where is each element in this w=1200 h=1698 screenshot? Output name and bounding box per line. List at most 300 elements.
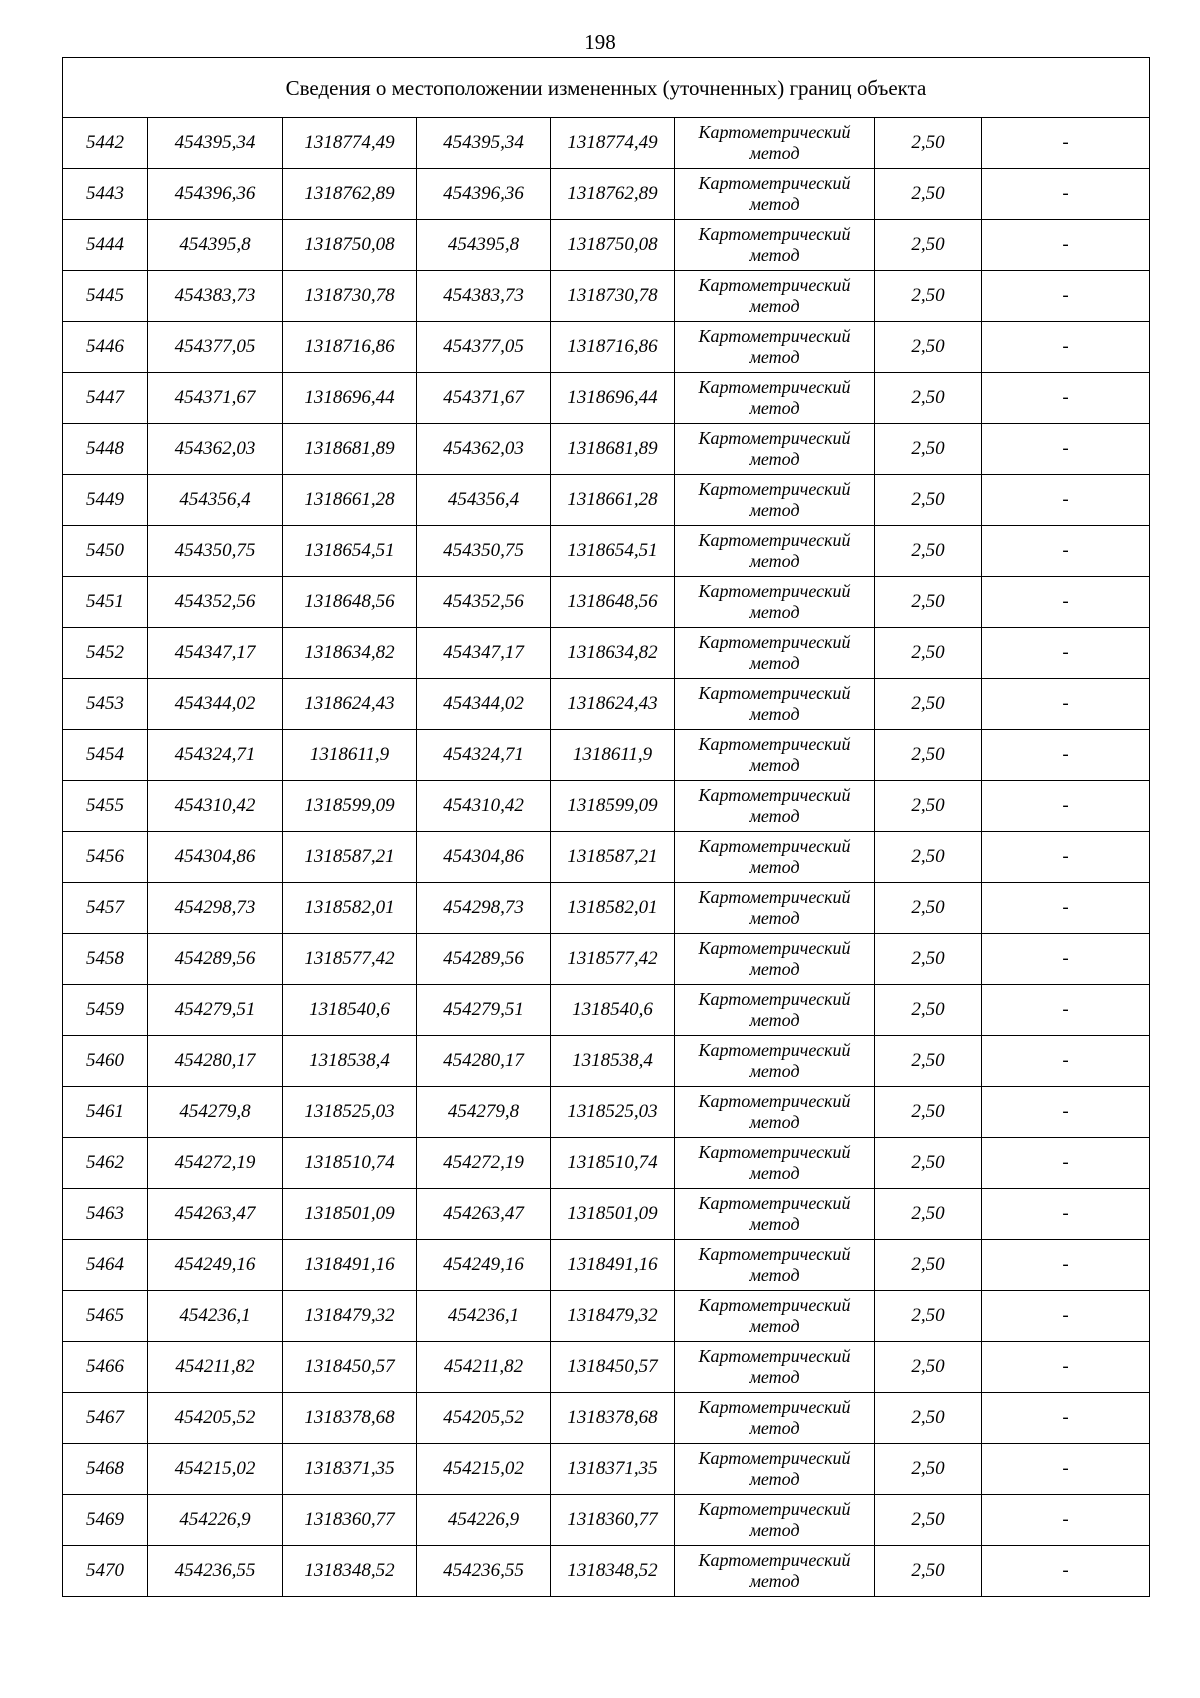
- method-line1: Картометрический: [698, 1091, 851, 1111]
- table-row: [63, 1138, 1150, 1189]
- point-number-cell: 5443: [63, 169, 148, 220]
- existing-y-cell: 1318491,16: [283, 1240, 417, 1291]
- method-line2: метод: [749, 806, 800, 826]
- method-line2: метод: [749, 1418, 800, 1438]
- note-cell: -: [982, 271, 1150, 322]
- note-cell: -: [982, 373, 1150, 424]
- existing-x-cell: 454236,55: [148, 1546, 283, 1597]
- table-row: [63, 1036, 1150, 1087]
- refined-y-cell: 1318661,28: [551, 475, 675, 526]
- existing-x-cell: 454280,17: [148, 1036, 283, 1087]
- existing-x-cell: 454395,8: [148, 220, 283, 271]
- table-row: [63, 1546, 1150, 1597]
- method-cell: [675, 679, 875, 730]
- refined-y-cell: 1318681,89: [551, 424, 675, 475]
- existing-x-cell: 454371,67: [148, 373, 283, 424]
- table-row: [63, 1444, 1150, 1495]
- accuracy-cell: 2,50: [875, 985, 982, 1036]
- method-cell: [675, 1444, 875, 1495]
- existing-x-cell: 454279,8: [148, 1087, 283, 1138]
- accuracy-cell: 2,50: [875, 934, 982, 985]
- note-cell: -: [982, 1240, 1150, 1291]
- existing-y-cell: 1318696,44: [283, 373, 417, 424]
- refined-x-cell: 454395,8: [417, 220, 551, 271]
- accuracy-cell: 2,50: [875, 118, 982, 169]
- note-cell: -: [982, 1546, 1150, 1597]
- refined-y-cell: 1318716,86: [551, 322, 675, 373]
- method-cell: [675, 475, 875, 526]
- point-number-cell: 5454: [63, 730, 148, 781]
- method-line2: метод: [749, 500, 800, 520]
- refined-y-cell: 1318587,21: [551, 832, 675, 883]
- method-line2: метод: [749, 347, 800, 367]
- method-line2: метод: [749, 1214, 800, 1234]
- method-line1: Картометрический: [698, 581, 851, 601]
- point-number-cell: 5457: [63, 883, 148, 934]
- method-line2: метод: [749, 602, 800, 622]
- existing-x-cell: 454383,73: [148, 271, 283, 322]
- existing-y-cell: 1318577,42: [283, 934, 417, 985]
- method-line2: метод: [749, 1571, 800, 1591]
- method-cell: [675, 1240, 875, 1291]
- accuracy-cell: 2,50: [875, 322, 982, 373]
- method-line2: метод: [749, 143, 800, 163]
- accuracy-cell: 2,50: [875, 1495, 982, 1546]
- existing-y-cell: 1318750,08: [283, 220, 417, 271]
- existing-y-cell: 1318540,6: [283, 985, 417, 1036]
- method-line1: Картометрический: [698, 1397, 851, 1417]
- table-row: [63, 832, 1150, 883]
- existing-y-cell: 1318479,32: [283, 1291, 417, 1342]
- method-line1: Картометрический: [698, 734, 851, 754]
- method-line1: Картометрический: [698, 377, 851, 397]
- refined-x-cell: 454344,02: [417, 679, 551, 730]
- method-cell: [675, 781, 875, 832]
- table-row: [63, 220, 1150, 271]
- refined-y-cell: 1318510,74: [551, 1138, 675, 1189]
- note-cell: -: [982, 985, 1150, 1036]
- table-row: [63, 883, 1150, 934]
- refined-x-cell: 454279,51: [417, 985, 551, 1036]
- point-number-cell: 5463: [63, 1189, 148, 1240]
- point-number-cell: 5447: [63, 373, 148, 424]
- method-line1: Картометрический: [698, 1142, 851, 1162]
- table-row: [63, 1087, 1150, 1138]
- accuracy-cell: 2,50: [875, 1138, 982, 1189]
- existing-x-cell: 454352,56: [148, 577, 283, 628]
- table-row: [63, 730, 1150, 781]
- method-cell: [675, 1138, 875, 1189]
- point-number-cell: 5460: [63, 1036, 148, 1087]
- note-cell: -: [982, 628, 1150, 679]
- refined-y-cell: 1318611,9: [551, 730, 675, 781]
- point-number-cell: 5445: [63, 271, 148, 322]
- existing-x-cell: 454347,17: [148, 628, 283, 679]
- method-cell: [675, 730, 875, 781]
- method-line2: метод: [749, 1520, 800, 1540]
- refined-x-cell: 454347,17: [417, 628, 551, 679]
- method-line2: метод: [749, 1112, 800, 1132]
- refined-x-cell: 454395,34: [417, 118, 551, 169]
- refined-x-cell: 454350,75: [417, 526, 551, 577]
- table-row: [63, 271, 1150, 322]
- point-number-cell: 5467: [63, 1393, 148, 1444]
- existing-y-cell: 1318450,57: [283, 1342, 417, 1393]
- accuracy-cell: 2,50: [875, 628, 982, 679]
- existing-x-cell: 454356,4: [148, 475, 283, 526]
- table-row: [63, 118, 1150, 169]
- method-cell: [675, 577, 875, 628]
- method-line1: Картометрический: [698, 1448, 851, 1468]
- point-number-cell: 5442: [63, 118, 148, 169]
- note-cell: -: [982, 934, 1150, 985]
- existing-y-cell: 1318681,89: [283, 424, 417, 475]
- method-line2: метод: [749, 1061, 800, 1081]
- method-line2: метод: [749, 449, 800, 469]
- existing-x-cell: 454272,19: [148, 1138, 283, 1189]
- method-line1: Картометрический: [698, 785, 851, 805]
- accuracy-cell: 2,50: [875, 577, 982, 628]
- note-cell: -: [982, 424, 1150, 475]
- method-cell: [675, 832, 875, 883]
- refined-x-cell: 454289,56: [417, 934, 551, 985]
- existing-y-cell: 1318654,51: [283, 526, 417, 577]
- note-cell: -: [982, 1087, 1150, 1138]
- existing-x-cell: 454362,03: [148, 424, 283, 475]
- method-line2: метод: [749, 857, 800, 877]
- method-line2: метод: [749, 551, 800, 571]
- accuracy-cell: 2,50: [875, 1189, 982, 1240]
- method-cell: [675, 628, 875, 679]
- existing-y-cell: 1318582,01: [283, 883, 417, 934]
- method-line1: Картометрический: [698, 1193, 851, 1213]
- existing-y-cell: 1318730,78: [283, 271, 417, 322]
- point-number-cell: 5465: [63, 1291, 148, 1342]
- point-number-cell: 5448: [63, 424, 148, 475]
- refined-y-cell: 1318582,01: [551, 883, 675, 934]
- refined-x-cell: 454304,86: [417, 832, 551, 883]
- refined-y-cell: 1318750,08: [551, 220, 675, 271]
- accuracy-cell: 2,50: [875, 169, 982, 220]
- note-cell: -: [982, 220, 1150, 271]
- refined-x-cell: 454272,19: [417, 1138, 551, 1189]
- method-cell: [675, 883, 875, 934]
- accuracy-cell: 2,50: [875, 1036, 982, 1087]
- refined-y-cell: 1318599,09: [551, 781, 675, 832]
- refined-y-cell: 1318634,82: [551, 628, 675, 679]
- note-cell: -: [982, 322, 1150, 373]
- note-cell: -: [982, 883, 1150, 934]
- table-row: [63, 169, 1150, 220]
- method-line2: метод: [749, 704, 800, 724]
- method-line2: метод: [749, 245, 800, 265]
- method-line1: Картометрический: [698, 173, 851, 193]
- refined-x-cell: 454279,8: [417, 1087, 551, 1138]
- table-row: [63, 373, 1150, 424]
- method-cell: [675, 322, 875, 373]
- existing-y-cell: 1318624,43: [283, 679, 417, 730]
- method-line2: метод: [749, 1367, 800, 1387]
- method-line1: Картометрический: [698, 224, 851, 244]
- note-cell: -: [982, 526, 1150, 577]
- accuracy-cell: 2,50: [875, 1444, 982, 1495]
- refined-y-cell: 1318624,43: [551, 679, 675, 730]
- refined-y-cell: 1318371,35: [551, 1444, 675, 1495]
- method-line1: Картометрический: [698, 1499, 851, 1519]
- point-number-cell: 5456: [63, 832, 148, 883]
- note-cell: -: [982, 679, 1150, 730]
- method-line1: Картометрический: [698, 428, 851, 448]
- refined-x-cell: 454236,55: [417, 1546, 551, 1597]
- existing-x-cell: 454279,51: [148, 985, 283, 1036]
- note-cell: -: [982, 475, 1150, 526]
- existing-x-cell: 454377,05: [148, 322, 283, 373]
- existing-x-cell: 454226,9: [148, 1495, 283, 1546]
- table-row: [63, 1189, 1150, 1240]
- refined-y-cell: 1318730,78: [551, 271, 675, 322]
- refined-y-cell: 1318577,42: [551, 934, 675, 985]
- table-row: [63, 475, 1150, 526]
- method-cell: [675, 934, 875, 985]
- existing-y-cell: 1318348,52: [283, 1546, 417, 1597]
- accuracy-cell: 2,50: [875, 883, 982, 934]
- accuracy-cell: 2,50: [875, 526, 982, 577]
- note-cell: -: [982, 1444, 1150, 1495]
- refined-y-cell: 1318540,6: [551, 985, 675, 1036]
- table-row: [63, 526, 1150, 577]
- boundary-coordinates-table: [62, 57, 1150, 1597]
- method-line1: Картометрический: [698, 122, 851, 142]
- point-number-cell: 5450: [63, 526, 148, 577]
- note-cell: -: [982, 832, 1150, 883]
- accuracy-cell: 2,50: [875, 781, 982, 832]
- existing-y-cell: 1318661,28: [283, 475, 417, 526]
- refined-x-cell: 454396,36: [417, 169, 551, 220]
- refined-y-cell: 1318648,56: [551, 577, 675, 628]
- note-cell: -: [982, 730, 1150, 781]
- method-line2: метод: [749, 755, 800, 775]
- accuracy-cell: 2,50: [875, 679, 982, 730]
- existing-x-cell: 454395,34: [148, 118, 283, 169]
- accuracy-cell: 2,50: [875, 1240, 982, 1291]
- note-cell: -: [982, 1342, 1150, 1393]
- point-number-cell: 5449: [63, 475, 148, 526]
- note-cell: -: [982, 1138, 1150, 1189]
- refined-y-cell: 1318479,32: [551, 1291, 675, 1342]
- existing-x-cell: 454236,1: [148, 1291, 283, 1342]
- method-cell: [675, 118, 875, 169]
- refined-x-cell: 454377,05: [417, 322, 551, 373]
- existing-x-cell: 454324,71: [148, 730, 283, 781]
- note-cell: -: [982, 118, 1150, 169]
- refined-y-cell: 1318360,77: [551, 1495, 675, 1546]
- method-line1: Картометрический: [698, 1550, 851, 1570]
- existing-y-cell: 1318360,77: [283, 1495, 417, 1546]
- method-line2: метод: [749, 1469, 800, 1489]
- refined-y-cell: 1318774,49: [551, 118, 675, 169]
- accuracy-cell: 2,50: [875, 1393, 982, 1444]
- method-line2: метод: [749, 398, 800, 418]
- existing-x-cell: 454215,02: [148, 1444, 283, 1495]
- existing-x-cell: 454396,36: [148, 169, 283, 220]
- refined-x-cell: 454205,52: [417, 1393, 551, 1444]
- table-row: [63, 577, 1150, 628]
- refined-y-cell: 1318450,57: [551, 1342, 675, 1393]
- existing-y-cell: 1318587,21: [283, 832, 417, 883]
- refined-x-cell: 454249,16: [417, 1240, 551, 1291]
- point-number-cell: 5444: [63, 220, 148, 271]
- method-line2: метод: [749, 1316, 800, 1336]
- accuracy-cell: 2,50: [875, 730, 982, 781]
- method-line1: Картометрический: [698, 1346, 851, 1366]
- accuracy-cell: 2,50: [875, 1546, 982, 1597]
- refined-y-cell: 1318762,89: [551, 169, 675, 220]
- accuracy-cell: 2,50: [875, 475, 982, 526]
- method-line1: Картометрический: [698, 632, 851, 652]
- table-row: [63, 1240, 1150, 1291]
- method-line1: Картометрический: [698, 1244, 851, 1264]
- existing-x-cell: 454344,02: [148, 679, 283, 730]
- note-cell: -: [982, 1291, 1150, 1342]
- method-line1: Картометрический: [698, 836, 851, 856]
- refined-x-cell: 454236,1: [417, 1291, 551, 1342]
- refined-y-cell: 1318491,16: [551, 1240, 675, 1291]
- note-cell: -: [982, 781, 1150, 832]
- method-line1: Картометрический: [698, 326, 851, 346]
- refined-x-cell: 454356,4: [417, 475, 551, 526]
- refined-y-cell: 1318348,52: [551, 1546, 675, 1597]
- existing-x-cell: 454205,52: [148, 1393, 283, 1444]
- table-row: [63, 781, 1150, 832]
- point-number-cell: 5469: [63, 1495, 148, 1546]
- point-number-cell: 5459: [63, 985, 148, 1036]
- accuracy-cell: 2,50: [875, 1342, 982, 1393]
- method-line1: Картометрический: [698, 1040, 851, 1060]
- page-number: 198: [584, 30, 616, 54]
- existing-x-cell: 454298,73: [148, 883, 283, 934]
- table-row: [63, 934, 1150, 985]
- note-cell: -: [982, 169, 1150, 220]
- refined-y-cell: 1318696,44: [551, 373, 675, 424]
- point-number-cell: 5470: [63, 1546, 148, 1597]
- table-row: [63, 424, 1150, 475]
- method-line2: метод: [749, 908, 800, 928]
- refined-y-cell: 1318654,51: [551, 526, 675, 577]
- method-cell: [675, 1342, 875, 1393]
- method-cell: [675, 373, 875, 424]
- existing-y-cell: 1318762,89: [283, 169, 417, 220]
- method-line1: Картометрический: [698, 683, 851, 703]
- existing-y-cell: 1318525,03: [283, 1087, 417, 1138]
- table-caption-row: [63, 58, 1150, 118]
- method-cell: [675, 220, 875, 271]
- existing-x-cell: 454263,47: [148, 1189, 283, 1240]
- method-cell: [675, 424, 875, 475]
- existing-y-cell: 1318538,4: [283, 1036, 417, 1087]
- note-cell: -: [982, 577, 1150, 628]
- existing-x-cell: 454249,16: [148, 1240, 283, 1291]
- accuracy-cell: 2,50: [875, 220, 982, 271]
- refined-x-cell: 454383,73: [417, 271, 551, 322]
- refined-x-cell: 454352,56: [417, 577, 551, 628]
- existing-y-cell: 1318501,09: [283, 1189, 417, 1240]
- method-cell: [675, 1546, 875, 1597]
- point-number-cell: 5452: [63, 628, 148, 679]
- table-row: [63, 985, 1150, 1036]
- existing-x-cell: 454304,86: [148, 832, 283, 883]
- table-row: [63, 322, 1150, 373]
- refined-x-cell: 454215,02: [417, 1444, 551, 1495]
- existing-x-cell: 454289,56: [148, 934, 283, 985]
- method-cell: [675, 1036, 875, 1087]
- method-cell: [675, 169, 875, 220]
- existing-y-cell: 1318634,82: [283, 628, 417, 679]
- point-number-cell: 5462: [63, 1138, 148, 1189]
- existing-y-cell: 1318648,56: [283, 577, 417, 628]
- method-line1: Картометрический: [698, 530, 851, 550]
- point-number-cell: 5461: [63, 1087, 148, 1138]
- method-cell: [675, 1495, 875, 1546]
- accuracy-cell: 2,50: [875, 271, 982, 322]
- method-line2: метод: [749, 959, 800, 979]
- refined-x-cell: 454298,73: [417, 883, 551, 934]
- existing-y-cell: 1318510,74: [283, 1138, 417, 1189]
- method-cell: [675, 1393, 875, 1444]
- accuracy-cell: 2,50: [875, 424, 982, 475]
- method-line2: метод: [749, 194, 800, 214]
- existing-y-cell: 1318378,68: [283, 1393, 417, 1444]
- method-line1: Картометрический: [698, 938, 851, 958]
- method-line1: Картометрический: [698, 887, 851, 907]
- table-row: [63, 1495, 1150, 1546]
- method-cell: [675, 526, 875, 577]
- method-cell: [675, 271, 875, 322]
- existing-y-cell: 1318611,9: [283, 730, 417, 781]
- refined-x-cell: 454263,47: [417, 1189, 551, 1240]
- accuracy-cell: 2,50: [875, 373, 982, 424]
- method-line1: Картометрический: [698, 1295, 851, 1315]
- table-row: [63, 628, 1150, 679]
- existing-x-cell: 454310,42: [148, 781, 283, 832]
- method-line1: Картометрический: [698, 989, 851, 1009]
- point-number-cell: 5464: [63, 1240, 148, 1291]
- note-cell: -: [982, 1495, 1150, 1546]
- refined-y-cell: 1318525,03: [551, 1087, 675, 1138]
- method-line2: метод: [749, 1265, 800, 1285]
- refined-x-cell: 454310,42: [417, 781, 551, 832]
- refined-y-cell: 1318378,68: [551, 1393, 675, 1444]
- refined-x-cell: 454280,17: [417, 1036, 551, 1087]
- point-number-cell: 5451: [63, 577, 148, 628]
- table-row: [63, 1393, 1150, 1444]
- refined-y-cell: 1318538,4: [551, 1036, 675, 1087]
- refined-x-cell: 454211,82: [417, 1342, 551, 1393]
- table-row: [63, 679, 1150, 730]
- method-cell: [675, 1291, 875, 1342]
- method-line2: метод: [749, 653, 800, 673]
- point-number-cell: 5466: [63, 1342, 148, 1393]
- point-number-cell: 5453: [63, 679, 148, 730]
- note-cell: -: [982, 1393, 1150, 1444]
- method-line1: Картометрический: [698, 479, 851, 499]
- table-row: [63, 1291, 1150, 1342]
- accuracy-cell: 2,50: [875, 1291, 982, 1342]
- existing-x-cell: 454350,75: [148, 526, 283, 577]
- refined-x-cell: 454226,9: [417, 1495, 551, 1546]
- point-number-cell: 5455: [63, 781, 148, 832]
- method-line2: метод: [749, 1163, 800, 1183]
- refined-x-cell: 454371,67: [417, 373, 551, 424]
